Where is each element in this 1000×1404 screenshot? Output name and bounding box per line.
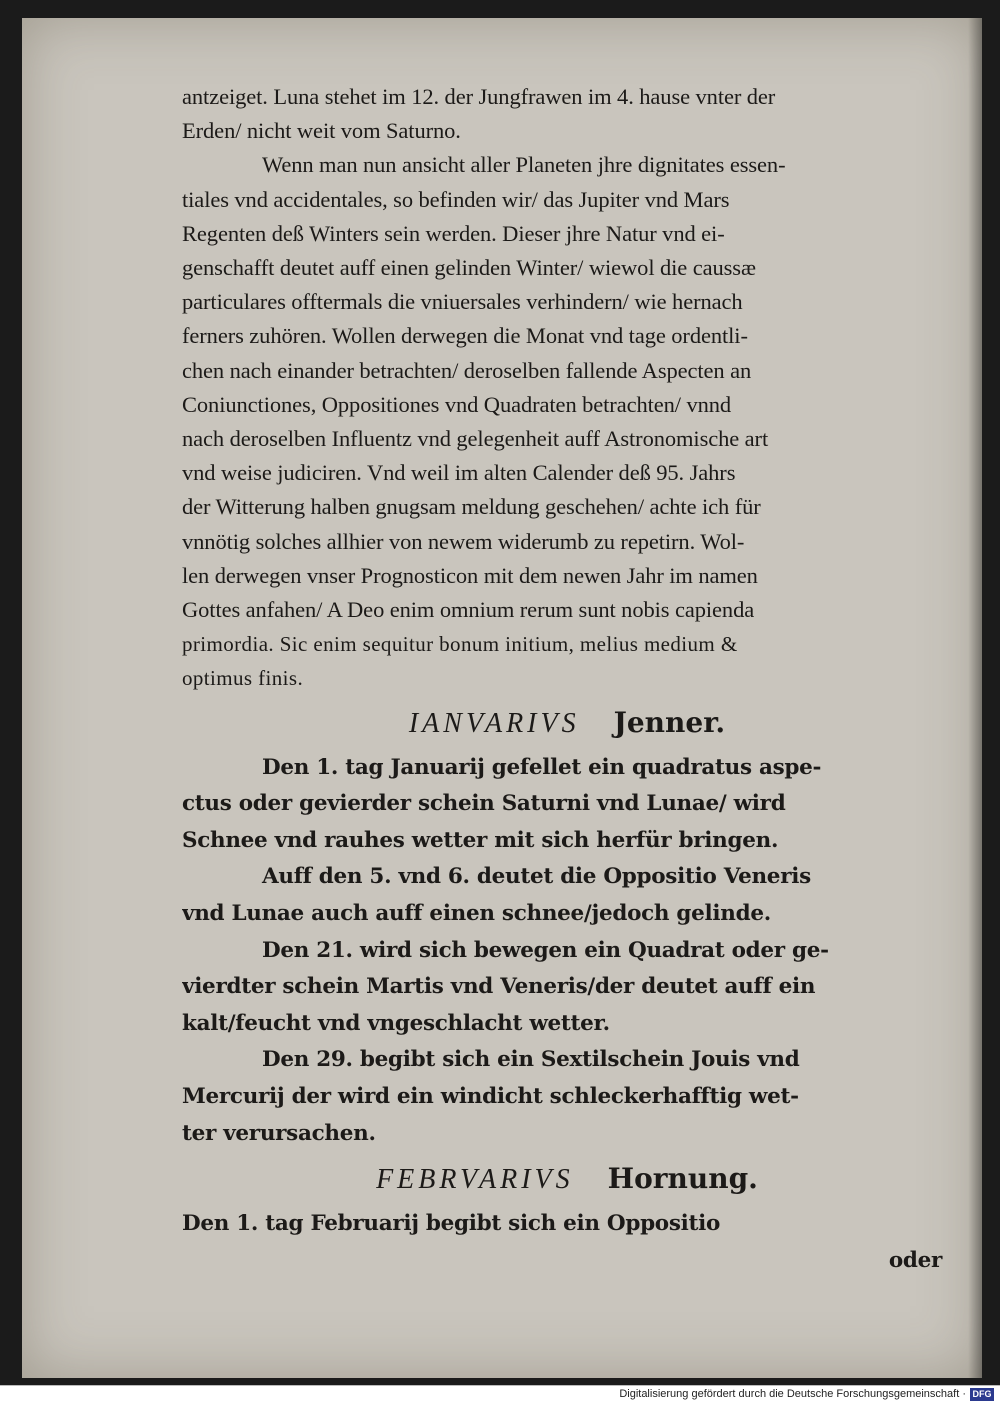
january-line: Den 1. tag Januarij gefellet ein quadratus aspe-: [262, 754, 822, 780]
intro-line: vnd weise judiciren. Vnd weil im alten Calender deß 95. Jahrs: [182, 460, 736, 486]
catchword: oder: [888, 1247, 942, 1273]
january-heading: [182, 696, 952, 750]
intro-line: particulares offtermals die vniuersales verhindern/ wie hernach: [182, 289, 743, 315]
january-line: vnd Lunae auch auff einen schnee/jedoch gelinde.: [182, 901, 771, 927]
january-line: Den 29. begibt sich ein Sextilschein Jouis vnd: [262, 1047, 800, 1073]
january-line: ctus oder gevierder schein Saturni vnd Lunae/ wird: [182, 791, 786, 817]
dfg-logo: DFG: [970, 1388, 994, 1401]
page-text-block: [182, 80, 952, 1279]
intro-line: antzeiget. Luna stehet im 12. der Jungfrawen im 4. hause vnter der: [182, 84, 776, 109]
digitization-footer: [0, 1385, 1000, 1404]
intro-line: chen nach einander betrachten/ deroselben fallende Aspecten an: [182, 357, 752, 383]
intro-line: Regenten deß Winters sein werden. Dieser jhre Natur vnd ei-: [182, 220, 725, 246]
january-line: Auff den 5. vnd 6. deutet die Oppositio Veneris: [262, 864, 811, 890]
january-latin-title: IANVARIVS: [408, 707, 580, 739]
january-line: ter verursachen.: [182, 1120, 376, 1146]
funding-notice: Digitalisierung gefördert durch die Deutsche Forschungsgemeinschaft ·: [619, 1388, 966, 1400]
february-line: Den 1. tag Februarij begibt sich ein Oppositio: [182, 1211, 721, 1237]
intro-line: nach deroselben Influentz vnd gelegenheit auff Astronomische art: [182, 426, 769, 452]
january-line: Mercurij der wird ein windicht schleckerhafftig wet-: [182, 1084, 799, 1109]
intro-line: Gottes anfahen/ A Deo enim omnium rerum sunt nobis capienda: [182, 597, 755, 623]
intro-line: len derwegen vnser Prognosticon mit dem newen Jahr im namen: [182, 562, 758, 588]
january-line: Den 21. wird sich bewegen ein Quadrat oder ge-: [262, 937, 829, 963]
january-line: kalt/feucht vnd vngeschlacht wetter.: [182, 1010, 610, 1036]
intro-line: ferners zuhören. Wollen derwegen die Monat vnd tage ordentli-: [182, 323, 748, 349]
intro-line: vnnötig solches allhier von newem widerumb zu repetirn. Wol-: [182, 528, 745, 554]
february-german-title: Hornung.: [607, 1162, 758, 1196]
book-page: [22, 18, 982, 1378]
intro-line: Erden/ nicht weit vom Saturno.: [182, 118, 461, 144]
intro-line: optimus finis.: [182, 666, 304, 691]
intro-line: primordia. Sic enim sequitur bonum initium, melius medium &: [182, 632, 738, 657]
intro-line: der Witterung halben gnugsam meldung geschehen/ achte ich für: [182, 494, 761, 520]
february-latin-title: FEBRVARIVS: [376, 1164, 574, 1196]
intro-line: tiales vnd accidentales, so befinden wir/ das Jupiter vnd Mars: [182, 186, 730, 212]
january-german-title: Jenner.: [613, 705, 726, 739]
intro-line: Wenn man nun ansicht aller Planeten jhre dignitates essen-: [262, 152, 786, 178]
january-line: vierdter schein Martis vnd Veneris/der deutet auff ein: [182, 974, 816, 1000]
february-heading: [182, 1152, 952, 1206]
intro-line: genschafft deutet auff einen gelinden Winter/ wiewol die caussæ: [182, 255, 756, 281]
intro-line: Coniunctiones, Oppositiones vnd Quadraten betrachten/ vnnd: [182, 391, 732, 417]
january-line: Schnee vnd rauhes wetter mit sich herfür bringen.: [182, 827, 779, 853]
